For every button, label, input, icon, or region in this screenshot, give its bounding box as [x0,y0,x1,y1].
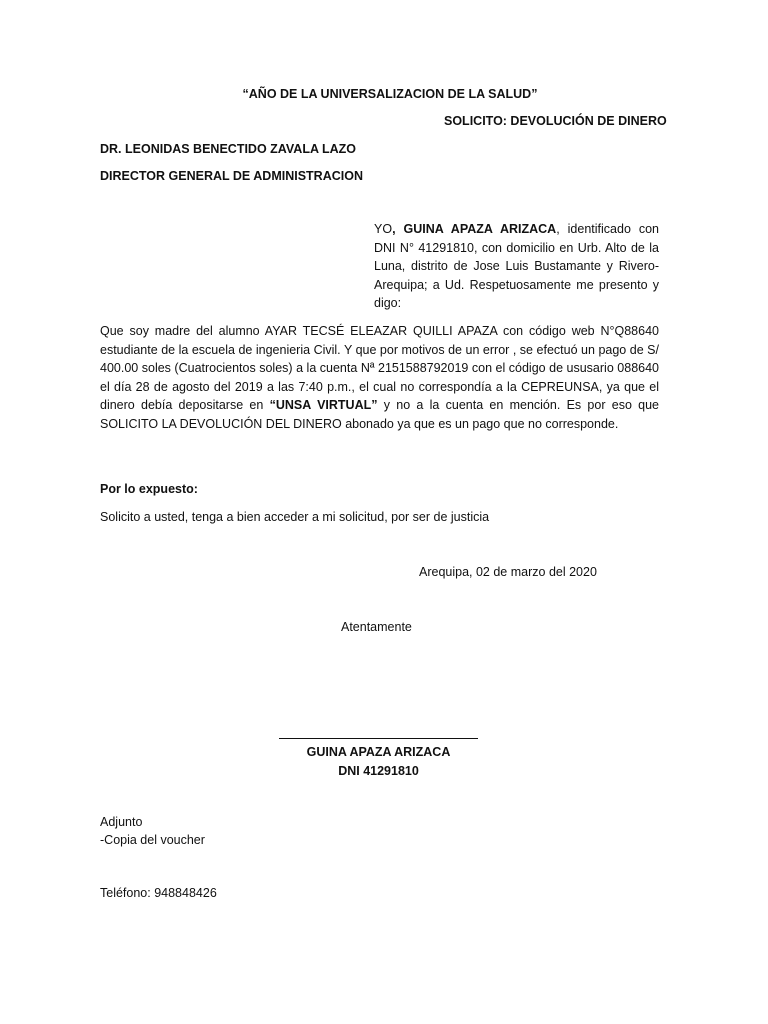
addressee-name: DR. LEONIDAS BENECTIDO ZAVALA LAZO [100,142,357,156]
signature-name: GUINA APAZA ARIZACA [306,745,451,759]
intro-dni: DNI N° 41291810 [374,240,474,255]
body-paragraph [100,322,659,433]
place-date: Arequipa, 02 de marzo del 2020 [419,565,597,579]
subject-line: SOLICITO: DEVOLUCIÓN DE DINERO [444,114,667,128]
intro-name: , GUINA APAZA ARIZACA [392,222,557,236]
closing-request: Solicito a usted, tenga a bien acceder a mi solicitud, por ser de justicia [100,510,490,524]
intro-paragraph [374,220,659,313]
closing-heading: Por lo expuesto: [100,482,198,496]
body-text: Que soy madre del alumno AYAR TECSÉ ELEAZAR QUILLI APAZA con código web N°Q88640 estudiante de la escuela de ingenieria Civil. Y que por motivos de un error , se efectuó un pago de S/ 400.00 soles (Cuatrocientos soles) a la cuenta Nª 2151588792019 con el código de ususario 088640 el día 28 de agosto del 2019 a las 7:40 p.m., el cual no correspondía a la CEPREUNSA, ya que el dinero debía depositarse en [100,324,659,412]
intro-prefix: YO [374,222,393,236]
attachment-item: -Copia del voucher [100,833,205,847]
intro-text-b: , con domicilio en Urb. Alto de la Luna, distrito de Jose Luis Bustamante y Rivero-Arequipa; a Ud. Respetuosamente me presento y digo: [374,240,659,310]
intro-text-a: , identificado con [556,222,660,236]
addressee-title: DIRECTOR GENERAL DE ADMINISTRACION [100,169,363,183]
contact-phone: Teléfono: 948848426 [100,886,217,900]
signature-line [279,738,478,739]
signature-dni: DNI 41291810 [338,764,419,778]
motto: “AÑO DE LA UNIVERSALIZACION DE LA SALUD” [242,87,538,101]
attachments-label: Adjunto [100,815,143,829]
regards: Atentamente [341,620,412,634]
body-bold-unsa: “UNSA VIRTUAL” [269,398,378,412]
body-text-end: y no a la cuenta en mención. Es por eso que SOLICITO LA DEVOLUCIÓN DEL DINERO abonado ya que es un pago que no corresponde. [100,398,660,431]
